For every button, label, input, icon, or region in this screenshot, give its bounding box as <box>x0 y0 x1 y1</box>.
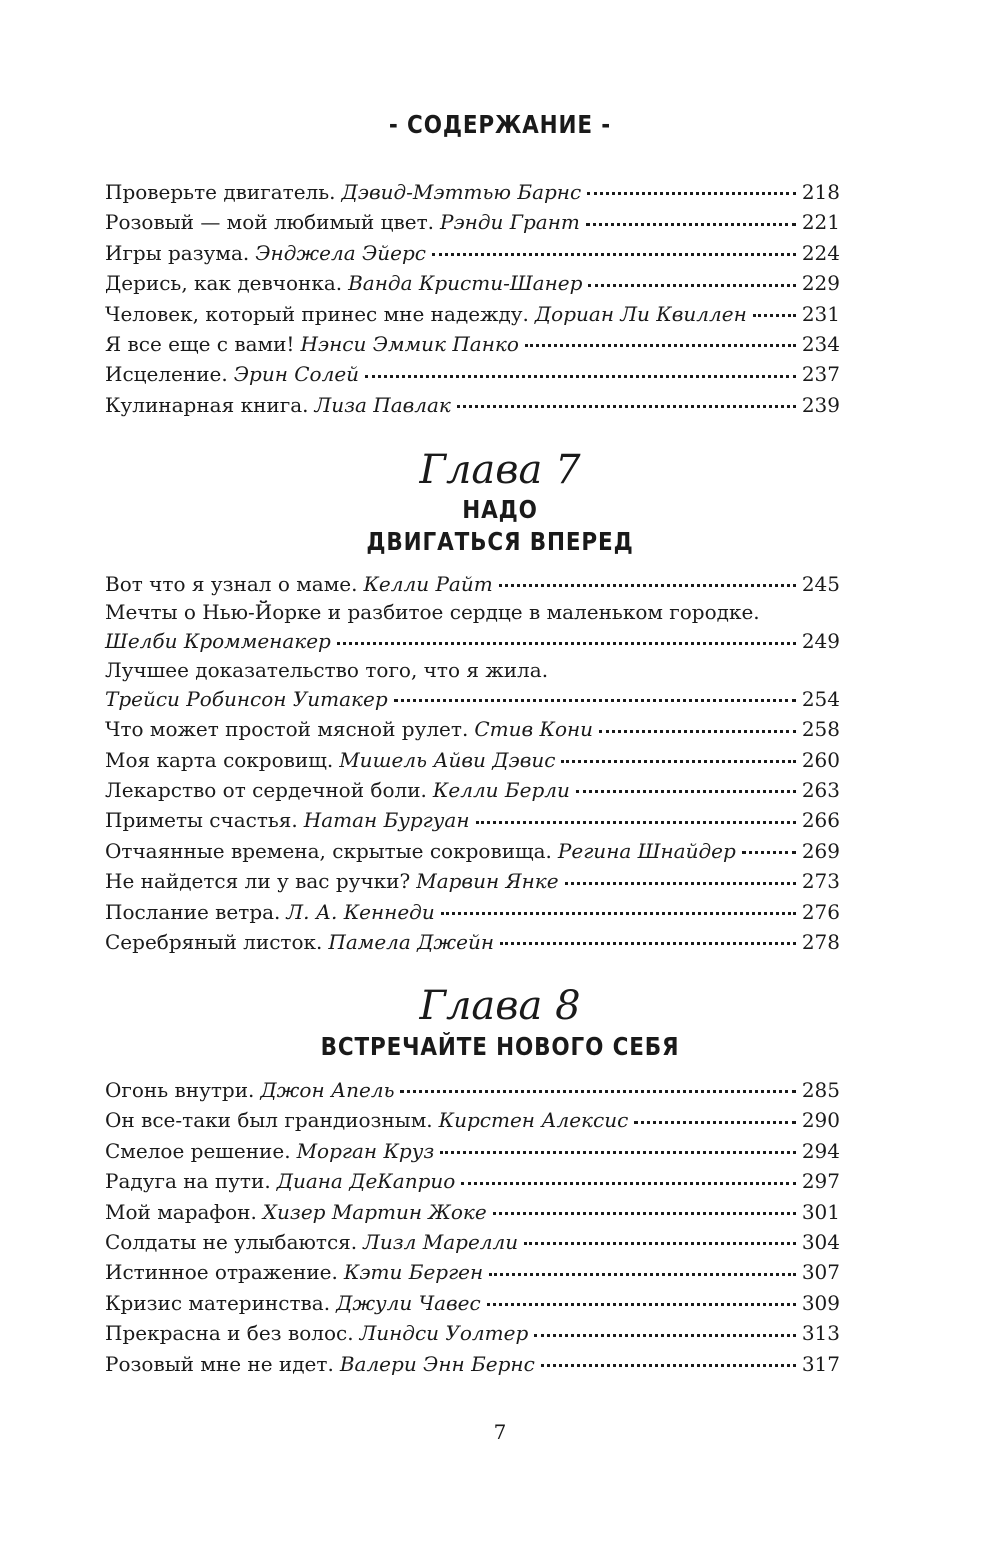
entry-page: 317 <box>801 1351 840 1376</box>
entry-page: 269 <box>801 838 840 863</box>
toc-entry <box>105 1166 840 1196</box>
entry-title: Что может простой мясной рулет. <box>105 717 469 742</box>
entry-author: Эрин Солей <box>233 362 360 387</box>
entry-page: 245 <box>801 572 840 596</box>
dot-leader <box>365 374 796 378</box>
entry-page: 301 <box>801 1199 840 1224</box>
entry-title: Мечты о Нью-Йорке и разбитое сердце в маленьком городке. <box>105 600 760 625</box>
entry-title: Серебряный листок. <box>105 929 323 954</box>
entry-author: Морган Круз <box>296 1138 435 1163</box>
entry-title: Розовый мне не идет. <box>105 1351 334 1376</box>
dot-leader <box>561 759 795 763</box>
entry-page: 231 <box>801 301 840 326</box>
contents-heading: - СОДЕРЖАНИЕ - <box>388 110 612 139</box>
toc-entry <box>105 329 840 359</box>
entry-title: Прекрасна и без волос. <box>105 1321 354 1346</box>
entry-page: 294 <box>801 1138 840 1163</box>
entry-title: Солдаты не улыбаются. <box>105 1229 358 1254</box>
chapter-7-title-line1: НАДО <box>462 495 538 524</box>
entry-page: 313 <box>801 1321 840 1346</box>
entry-page: 237 <box>801 362 840 387</box>
toc-entry <box>105 805 840 835</box>
dot-leader <box>500 941 796 945</box>
dot-leader <box>394 698 796 702</box>
entry-title: Лучшее доказательство того, что я жила. <box>105 657 549 682</box>
entry-title: Кулинарная книга. <box>105 392 309 417</box>
entry-title: Проверьте двигатель. <box>105 180 336 204</box>
dot-leader <box>587 191 796 195</box>
entry-page: 249 <box>801 629 840 654</box>
entry-author: Нэнси Эммик Панко <box>300 331 519 356</box>
entry-page: 276 <box>801 899 840 924</box>
toc-entry <box>105 1136 840 1166</box>
entry-title: Игры разума. <box>105 240 250 265</box>
entry-author: Мишель Айви Дэвис <box>339 747 556 772</box>
toc-entry <box>105 1075 840 1105</box>
entry-author: Дэвид-Мэттью Барнс <box>341 180 582 204</box>
toc-entry <box>105 1227 840 1257</box>
entry-author: Дориан Ли Квиллен <box>534 301 747 326</box>
toc-entry <box>105 1105 840 1135</box>
entry-title: Не найдется ли у вас ручки? <box>105 869 411 894</box>
toc-entry <box>105 897 840 927</box>
entry-author: Трейси Робинсон Уитакер <box>105 686 388 711</box>
toc-entry <box>105 1288 840 1318</box>
toc-entry <box>105 714 840 744</box>
entry-title: Огонь внутри. <box>105 1078 255 1102</box>
dot-leader <box>565 881 796 885</box>
dot-leader <box>525 343 796 347</box>
entry-title: Истинное отражение. <box>105 1260 338 1285</box>
dot-leader <box>461 1181 796 1185</box>
dot-leader <box>400 1089 795 1093</box>
entry-page: 266 <box>801 808 840 833</box>
dot-leader <box>476 820 796 824</box>
dot-leader <box>524 1241 796 1245</box>
entry-author: Натан Бургуан <box>303 808 470 833</box>
entry-author: Лизл Марелли <box>363 1229 519 1254</box>
dot-leader <box>489 1272 796 1276</box>
entry-title: Смелое решение. <box>105 1138 291 1163</box>
toc-entry <box>105 1197 840 1227</box>
entry-author: Энджела Эйерс <box>255 240 427 265</box>
toc-entry <box>105 177 840 207</box>
entry-author: Шелби Кромменакер <box>105 629 331 654</box>
toc-entry <box>105 1318 840 1348</box>
entry-page: 258 <box>801 717 840 742</box>
page-number: 7 <box>493 1420 507 1444</box>
dot-leader <box>586 222 796 226</box>
entry-author: Памела Джейн <box>328 929 495 954</box>
entry-title: Радуга на пути. <box>105 1169 271 1194</box>
entry-page: 290 <box>801 1108 840 1133</box>
dot-leader <box>337 641 796 645</box>
dot-leader <box>541 1363 796 1367</box>
toc-entry <box>105 268 840 298</box>
dot-leader <box>432 252 796 256</box>
entry-page: 229 <box>801 271 840 296</box>
entry-author: Джон Апель <box>260 1078 395 1102</box>
toc-entry <box>105 1349 840 1379</box>
entry-page: 285 <box>801 1078 840 1102</box>
entry-title: Розовый — мой любимый цвет. <box>105 210 434 235</box>
entry-page: 224 <box>801 240 840 265</box>
toc-entry <box>105 359 840 389</box>
entry-author: Лиза Павлак <box>314 392 451 417</box>
toc-entry <box>105 390 840 420</box>
entry-author: Регина Шнайдер <box>557 838 736 863</box>
entry-author: Келли Райт <box>363 572 493 596</box>
toc-entry <box>105 207 840 237</box>
entry-page: 273 <box>801 869 840 894</box>
entry-author: Диана ДеКаприо <box>276 1169 456 1194</box>
entry-author: Л. А. Кеннеди <box>286 899 435 924</box>
entry-author: Келли Берли <box>432 777 570 802</box>
toc-entry <box>105 569 840 599</box>
dot-leader <box>599 729 796 733</box>
entry-title: Я все еще с вами! <box>105 331 295 356</box>
entry-author: Стив Кони <box>474 717 594 742</box>
entry-page: 254 <box>801 686 840 711</box>
chapter-8-title: ВСТРЕЧАЙТЕ НОВОГО СЕБЯ <box>320 1032 680 1061</box>
entry-title: Дерись, как девчонка. <box>105 271 343 296</box>
entry-title: Приметы счастья. <box>105 808 298 833</box>
entry-title: Он все-таки был грандиозным. <box>105 1108 433 1133</box>
entry-author: Рэнди Грант <box>439 210 580 235</box>
entry-author: Валери Энн Бернс <box>339 1351 535 1376</box>
dot-leader <box>588 283 795 287</box>
entry-page: 260 <box>801 747 840 772</box>
entry-page: 239 <box>801 392 840 417</box>
entry-page: 234 <box>801 331 840 356</box>
dot-leader <box>534 1333 796 1337</box>
entry-page: 221 <box>801 210 840 235</box>
toc-entry <box>105 775 840 805</box>
entry-title: Мой марафон. <box>105 1199 257 1224</box>
toc-chapter-8 <box>105 1075 840 1379</box>
entry-title: Вот что я узнал о маме. <box>105 572 358 596</box>
entry-page: 304 <box>801 1229 840 1254</box>
dot-leader <box>440 1150 796 1154</box>
entry-title: Отчаянные времена, скрытые сокровища. <box>105 838 552 863</box>
toc-entry <box>105 299 840 329</box>
dot-leader <box>487 1302 796 1306</box>
entry-page: 307 <box>801 1260 840 1285</box>
entry-author: Джули Чавес <box>336 1290 481 1315</box>
chapter-7-title-line2: ДВИГАТЬСЯ ВПЕРЕД <box>366 527 634 556</box>
dot-leader <box>457 404 796 408</box>
dot-leader <box>753 313 796 317</box>
entry-page: 218 <box>801 180 840 204</box>
entry-author: Хизер Мартин Жоке <box>262 1199 487 1224</box>
dot-leader <box>499 583 796 587</box>
toc-entry <box>105 1257 840 1287</box>
toc-entry <box>105 238 840 268</box>
toc-entry <box>105 684 840 714</box>
dot-leader <box>493 1211 796 1215</box>
entry-title: Послание ветра. <box>105 899 281 924</box>
toc-entry <box>105 927 840 957</box>
toc-entry <box>105 626 840 656</box>
entry-author: Линдси Уолтер <box>359 1321 529 1346</box>
toc-entry <box>105 836 840 866</box>
chapter-7-label: Глава 7 <box>419 447 581 493</box>
entry-author: Ванда Кристи-Шанер <box>348 271 583 296</box>
entry-author: Кэти Берген <box>343 1260 484 1285</box>
entry-title: Моя карта сокровищ. <box>105 747 334 772</box>
toc-entry <box>105 745 840 775</box>
entry-page: 263 <box>801 777 840 802</box>
dot-leader <box>634 1120 796 1124</box>
chapter-8-label: Глава 8 <box>419 983 581 1029</box>
entry-author: Кирстен Алексис <box>438 1108 629 1133</box>
entry-title: Исцеление. <box>105 362 228 387</box>
toc-entry <box>105 866 840 896</box>
entry-page: 297 <box>801 1169 840 1194</box>
toc-section-top <box>105 177 840 420</box>
dot-leader <box>742 850 796 854</box>
dot-leader <box>576 789 796 793</box>
entry-title: Лекарство от сердечной боли. <box>105 777 427 802</box>
entry-page: 309 <box>801 1290 840 1315</box>
toc-chapter-7 <box>105 569 840 957</box>
entry-page: 278 <box>801 929 840 954</box>
dot-leader <box>441 911 796 915</box>
entry-author: Марвин Янке <box>416 869 559 894</box>
entry-title: Человек, который принес мне надежду. <box>105 301 529 326</box>
entry-title: Кризис материнства. <box>105 1290 331 1315</box>
